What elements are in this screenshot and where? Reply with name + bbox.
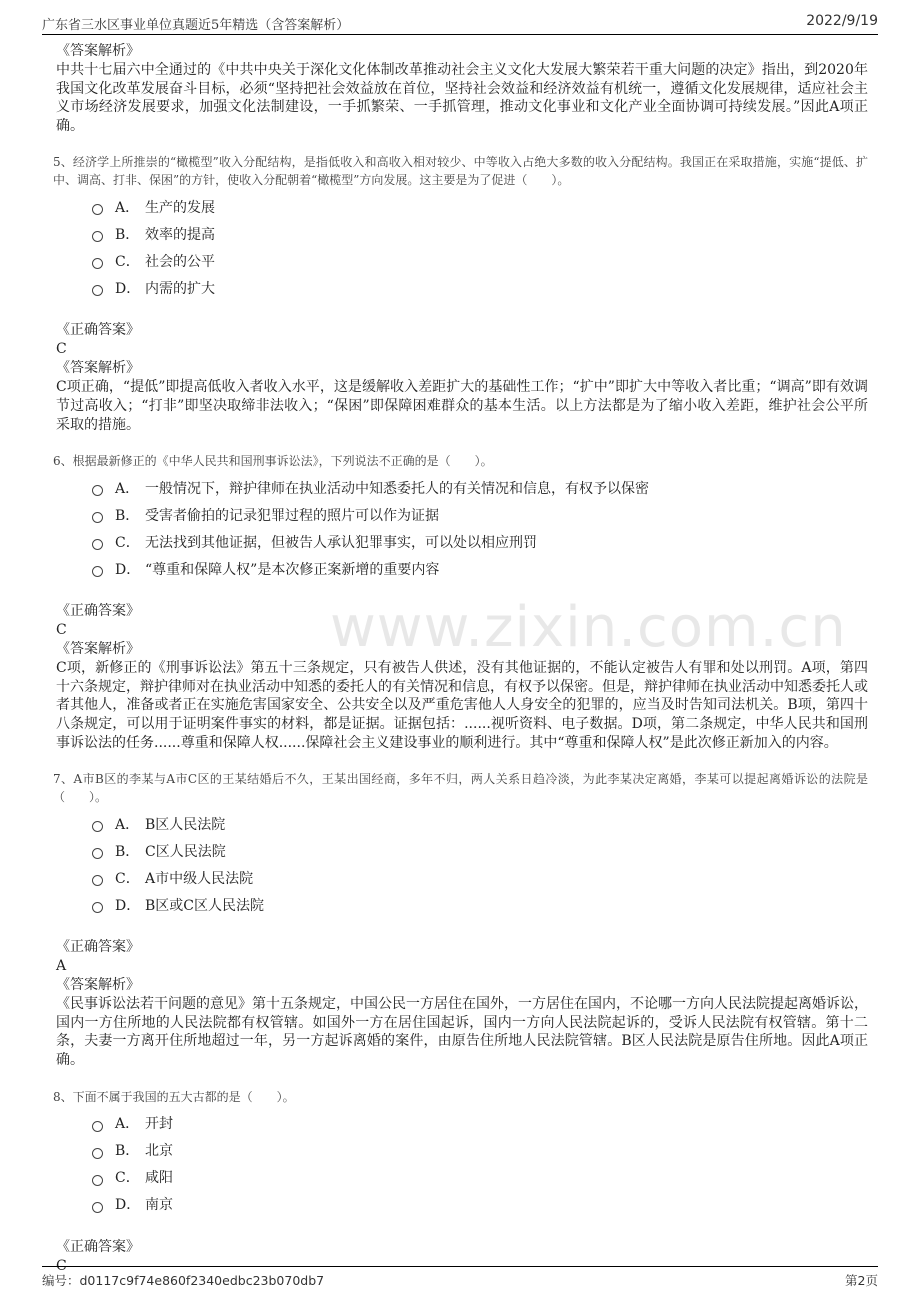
answer-block bbox=[56, 321, 868, 434]
option-c[interactable] bbox=[92, 864, 868, 891]
radio-icon[interactable] bbox=[92, 1175, 103, 1186]
analysis-label: 《答案解析》 bbox=[56, 360, 140, 377]
answer-label: 《正确答案》 bbox=[56, 1238, 140, 1255]
option-letter: B． bbox=[115, 226, 140, 243]
answer-value: C bbox=[56, 622, 67, 639]
option-text: 无法找到其他证据，但被告人承认犯罪事实，可以处以相应刑罚 bbox=[145, 534, 537, 551]
watermark: www.zixin.com.cn bbox=[330, 595, 847, 660]
document-title: 广东省三水区事业单位真题近5年精选（含答案解析） bbox=[42, 18, 350, 33]
option-a[interactable] bbox=[92, 810, 868, 837]
document-body bbox=[53, 42, 868, 1276]
radio-icon[interactable] bbox=[92, 204, 103, 215]
option-letter: C． bbox=[115, 253, 140, 270]
option-letter: D． bbox=[115, 1197, 141, 1213]
radio-icon[interactable] bbox=[92, 848, 103, 859]
question-text: 6、根据最新修正的《中华人民共和国刑事诉讼法》，下列说法不正确的是（ ）。 bbox=[53, 454, 493, 469]
option-text: 内需的扩大 bbox=[145, 280, 215, 297]
option-c[interactable] bbox=[92, 528, 868, 555]
prev-question-analysis bbox=[56, 42, 868, 135]
analysis-text: 中共十七届六中全通过的《中共中央关于深化文化体制改革推动社会主义文化大发展大繁荣若干重大问题的决定》指出，到2020年我国文化改革发展奋斗目标，必须“坚持把社会效益放在首位，坚持社会效益和经济效益有机统一，遵循文化发展规律，适应社会主义市场经济发展要求，加强文化法制建设，一手抓繁荣、一手抓管理，推动文化事业和文化产业全面协调可持续发展。”因此A项正确。 bbox=[56, 62, 868, 134]
options-list bbox=[92, 193, 868, 301]
analysis-label: 《答案解析》 bbox=[56, 43, 140, 59]
option-text: 开封 bbox=[145, 1116, 173, 1132]
option-letter: B． bbox=[115, 507, 140, 524]
page-number: 第2页 bbox=[845, 1273, 878, 1288]
answer-value: A bbox=[56, 958, 67, 975]
answer-value: C bbox=[56, 341, 67, 358]
option-text: 咸阳 bbox=[145, 1170, 173, 1186]
option-d[interactable] bbox=[92, 891, 868, 918]
question-text: 5、经济学上所推崇的“橄榄型”收入分配结构，是指低收入和高收入相对较少、中等收入占绝大多数的收入分配结构。我国正在采取措施，实施“提低、扩中、调高、打非、保困”的方针，使收入分配朝着“橄榄型”方向发展。这主要是为了促进（ ）。 bbox=[53, 155, 868, 188]
option-text: B区或C区人民法院 bbox=[145, 897, 264, 914]
page-header bbox=[42, 12, 878, 35]
option-letter: A． bbox=[115, 480, 140, 497]
option-d[interactable] bbox=[92, 1191, 868, 1218]
question-7 bbox=[53, 770, 868, 1069]
answer-value: C bbox=[56, 1257, 67, 1274]
option-letter: A． bbox=[115, 816, 140, 833]
option-letter: C． bbox=[115, 534, 140, 551]
radio-icon[interactable] bbox=[92, 902, 103, 913]
answer-block bbox=[56, 602, 868, 752]
option-a[interactable] bbox=[92, 474, 868, 501]
option-text: 一般情况下，辩护律师在执业活动中知悉委托人的有关情况和信息，有权予以保密 bbox=[145, 480, 649, 497]
option-text: 效率的提高 bbox=[145, 226, 215, 243]
option-letter: D． bbox=[115, 561, 141, 578]
option-text: A市中级人民法院 bbox=[145, 870, 254, 887]
option-a[interactable] bbox=[92, 193, 868, 220]
option-text: “尊重和保障人权”是本次修正案新增的重要内容 bbox=[145, 561, 440, 578]
option-letter: D． bbox=[115, 280, 141, 297]
radio-icon[interactable] bbox=[92, 1202, 103, 1213]
option-letter: A． bbox=[115, 1116, 140, 1132]
answer-label: 《正确答案》 bbox=[56, 939, 140, 956]
option-b[interactable] bbox=[92, 501, 868, 528]
option-b[interactable] bbox=[92, 220, 868, 247]
answer-label: 《正确答案》 bbox=[56, 322, 140, 339]
question-6 bbox=[53, 452, 868, 752]
option-d[interactable] bbox=[92, 555, 868, 582]
radio-icon[interactable] bbox=[92, 875, 103, 886]
answer-label: 《正确答案》 bbox=[56, 603, 140, 620]
option-text: B区人民法院 bbox=[145, 816, 226, 833]
analysis-label: 《答案解析》 bbox=[56, 641, 140, 658]
option-a[interactable] bbox=[92, 1110, 868, 1137]
option-b[interactable] bbox=[92, 1137, 868, 1164]
analysis-text: 《民事诉讼法若干问题的意见》第十五条规定，中国公民一方居住在国外，一方居住在国内，不论哪一方向人民法院提起离婚诉讼，国内一方住所地的人民法院都有权管辖。如国外一方在居住国起诉，国内一方向人民法院起诉的，受诉人民法院有权管辖。第十二条，夫妻一方离开住所地超过一年，另一方起诉离婚的案件，由原告住所地人民法院管辖。B区人民法院是原告住所地。因此A项正确。 bbox=[56, 996, 868, 1068]
radio-icon[interactable] bbox=[92, 539, 103, 550]
option-d[interactable] bbox=[92, 274, 868, 301]
option-letter: B． bbox=[115, 1143, 140, 1159]
option-letter: B． bbox=[115, 843, 140, 860]
radio-icon[interactable] bbox=[92, 1148, 103, 1159]
options-list bbox=[92, 474, 868, 582]
radio-icon[interactable] bbox=[92, 485, 103, 496]
options-list bbox=[92, 1110, 868, 1218]
answer-block bbox=[56, 938, 868, 1069]
page-footer bbox=[42, 1266, 878, 1291]
radio-icon[interactable] bbox=[92, 285, 103, 296]
option-letter: A． bbox=[115, 199, 140, 216]
question-5 bbox=[53, 153, 868, 434]
option-letter: C． bbox=[115, 870, 140, 887]
radio-icon[interactable] bbox=[92, 258, 103, 269]
radio-icon[interactable] bbox=[92, 1121, 103, 1132]
radio-icon[interactable] bbox=[92, 821, 103, 832]
option-letter: D． bbox=[115, 897, 141, 914]
radio-icon[interactable] bbox=[92, 231, 103, 242]
question-text: 8、下面不属于我国的五大古都的是（ ）。 bbox=[53, 1089, 295, 1104]
analysis-text: C项正确，“提低”即提高低收入者收入水平，这是缓解收入差距扩大的基础性工作；“扩中”即扩大中等收入者比重；“调高”即有效调节过高收入；“打非”即坚决取缔非法收入；“保困”即保障困难群众的基本生活。以上方法都是为了缩小收入差距，维护社会公平所采取的措施。 bbox=[56, 379, 868, 433]
option-letter: C． bbox=[115, 1170, 140, 1186]
option-c[interactable] bbox=[92, 1164, 868, 1191]
question-8 bbox=[53, 1088, 868, 1276]
radio-icon[interactable] bbox=[92, 512, 103, 523]
options-list bbox=[92, 810, 868, 918]
question-text: 7、A市B区的李某与A市C区的王某结婚后不久，王某出国经商，多年不归，两人关系日趋冷淡，为此李某决定离婚，李某可以提起离婚诉讼的法院是（ ）。 bbox=[53, 772, 868, 805]
option-c[interactable] bbox=[92, 247, 868, 274]
document-date: 2022/9/19 bbox=[806, 13, 878, 29]
radio-icon[interactable] bbox=[92, 566, 103, 577]
option-text: 受害者偷拍的记录犯罪过程的照片可以作为证据 bbox=[145, 507, 439, 524]
option-b[interactable] bbox=[92, 837, 868, 864]
option-text: 南京 bbox=[145, 1197, 173, 1213]
option-text: 社会的公平 bbox=[145, 253, 215, 270]
analysis-label: 《答案解析》 bbox=[56, 977, 140, 994]
analysis-text: C项，新修正的《刑事诉讼法》第五十三条规定，只有被告人供述，没有其他证据的，不能认定被告人有罪和处以刑罚。A项，第四十六条规定，辩护律师对在执业活动中知悉的委托人的有关情况和信息，有权予以保密。但是，辩护律师在执业活动中知悉委托人或者其他人，准备或者正在实施危害国家安全、公共安全以及严重危害他人人身安全的犯罪的，应当及时告知司法机关。B项，第四十八条规定，可以用于证明案件事实的材料，都是证据。证据包括：......视听资料、电子数据。D项，第二条规定，中华人民共和国刑事诉讼法的任务......尊重和保障人权......保障社会主义建设事业的顺利进行。其中“尊重和保障人权”是此次修正新加入的内容。 bbox=[56, 660, 868, 751]
option-text: C区人民法院 bbox=[145, 843, 226, 860]
option-text: 生产的发展 bbox=[145, 199, 215, 216]
option-text: 北京 bbox=[145, 1143, 173, 1159]
document-code: 编号：d0117c9f74e860f2340edbc23b070db7 bbox=[42, 1273, 325, 1288]
